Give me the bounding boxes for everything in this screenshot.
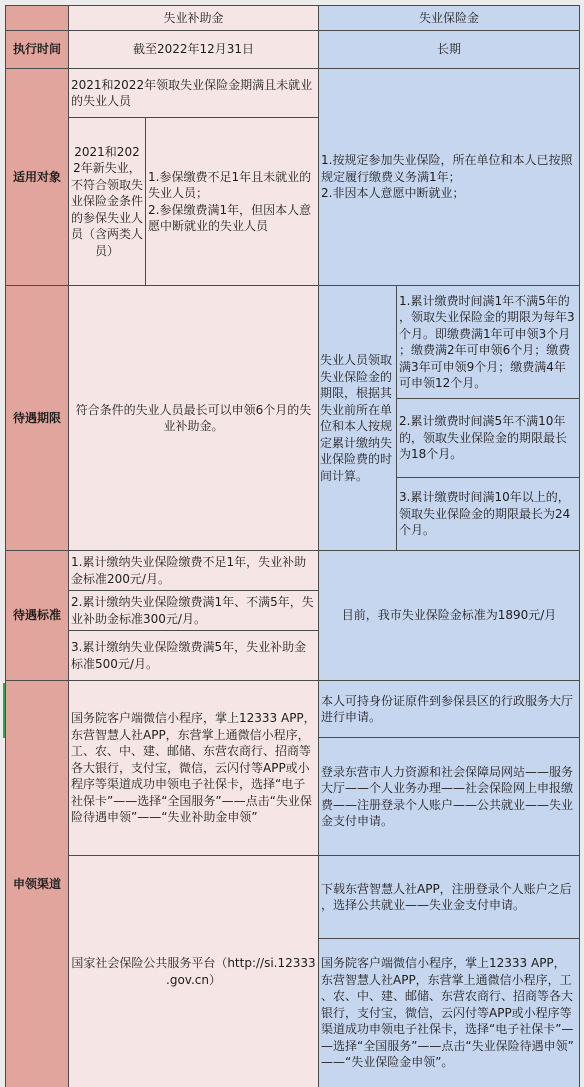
channels-insurance-website-cell — [318, 737, 580, 856]
row-label-eligibility-text: 适用对象 — [12, 169, 61, 184]
channels-insurance-offline-text: 本人可持身份证原件到参保县区的行政服务大厅进行申请。 — [321, 693, 574, 724]
duration-subsidy-text: 符合条件的失业人员最长可以申领6个月的失业补助金。 — [75, 402, 312, 433]
channels-subsidy-app-cell — [68, 680, 319, 856]
table-corner-cell — [5, 5, 69, 31]
duration-subsidy-cell — [68, 285, 319, 551]
eligibility-subsidy-categories-cell — [145, 117, 319, 286]
eligibility-subsidy-new-unemployed-text: 2021和2022年新失业，不符合领取失业保险金条件的参保失业人员（含两类人员） — [71, 144, 144, 258]
standard-insurance-cell — [318, 550, 580, 681]
standard-subsidy-tier-cell — [68, 590, 319, 631]
duration-insurance-tier-cell — [396, 285, 580, 399]
column-header-insurance — [318, 5, 580, 31]
list-item: 2.参保缴费满1年，但因本人意愿中断就业的失业人员 — [148, 202, 312, 233]
execution-time-insurance-text: 长期 — [436, 42, 461, 57]
row-label-execution-time-text: 执行时间 — [12, 42, 61, 57]
execution-time-insurance-cell — [318, 30, 580, 69]
duration-insurance-tier-2: 2.累计缴费时间满5年不满10年的，领取失业保险金的期限最长为18个月。 — [399, 414, 568, 462]
row-label-duration-text: 待遇期限 — [12, 410, 61, 425]
standard-subsidy-tier-cell — [68, 550, 319, 591]
duration-insurance-tier-3: 3.累计缴费时间满10年以上的，领取失业保险金的期限最长为24个月。 — [399, 490, 571, 538]
duration-insurance-basis-text: 失业人员领取失业保险金的期限，根据其失业前所在单位和本人按规定累计缴纳失业保险费的时间计算。 — [320, 353, 393, 483]
row-label-channels — [5, 680, 69, 1087]
channels-insurance-offline-cell — [318, 680, 580, 738]
eligibility-subsidy-expired-text: 2021和2022年领取失业保险金期满且未就业的失业人员 — [71, 77, 313, 108]
channels-subsidy-platform-cell — [68, 855, 319, 1087]
standard-subsidy-tier-1: 1.累计缴纳失业保险缴费不足1年，失业补助金标准200元/月。 — [71, 555, 307, 586]
list-item: 1.按规定参加失业保险，所在单位和本人已按照规定履行缴费义务满1年； — [321, 153, 573, 184]
channels-insurance-website-text: 登录东营市人力资源和社会保障局网站——服务大厅——个人业务办理——社会保险网上申报缴费——注册登录个人账户——公共就业——失业金支付申请。 — [321, 764, 574, 828]
list-item: 1.参保缴费不足1年且未就业的失业人员； — [148, 169, 312, 200]
channels-insurance-social-card-cell — [318, 938, 580, 1087]
eligibility-subsidy-new-unemployed-cell — [68, 117, 146, 286]
duration-insurance-tier-cell — [396, 477, 580, 551]
row-label-duration — [5, 285, 69, 551]
channels-insurance-app-text: 下载东营智慧人社APP，注册登录个人账户之后，选择公共就业——失业金支付申请。 — [321, 881, 572, 912]
channels-insurance-social-card-text: 国务院客户端微信小程序，掌上12333 APP，东营智慧人社APP，东营掌上通微信小程序，工、农、中、建、邮储、东营农商行、招商等各大银行，支付宝，微信，云闪付等APP或小程序等渠道成功申领电子社保卡，选择“电子社保卡”——选择“全国服务”——点击“失业保险待遇申领”——“失业保险金申领”。 — [321, 956, 574, 1070]
row-label-eligibility — [5, 68, 69, 286]
column-header-subsidy — [68, 5, 319, 31]
duration-insurance-tier-1: 1.累计缴费时间满1年不满5年的，领取失业保险金的期限为每年3个月。即缴费满1年可申领3个月；缴费满2年可申领6个月；缴费满3年可申领9个月；缴费满4年可申领12个月。 — [399, 293, 575, 390]
duration-insurance-basis-cell — [318, 285, 397, 551]
eligibility-subsidy-categories-list — [148, 169, 316, 235]
eligibility-insurance-cell — [318, 68, 580, 286]
row-label-standard-text: 待遇标准 — [12, 608, 61, 623]
channels-insurance-app-cell — [318, 855, 580, 939]
column-header-subsidy-label: 失业补助金 — [163, 10, 224, 25]
channels-subsidy-platform-text: 国家社会保险公共服务平台（http://si.12333.gov.cn） — [71, 956, 316, 987]
execution-time-subsidy-cell — [68, 30, 319, 69]
eligibility-insurance-list — [321, 152, 577, 202]
list-item: 2.非因本人意愿中断就业； — [321, 186, 465, 201]
row-label-execution-time — [5, 30, 69, 69]
channels-subsidy-app-text: 国务院客户端微信小程序，掌上12333 APP，东营智慧人社APP，东营掌上通微信小程序，工、农、中、建、邮储、东营农商行、招商等各大银行，支付宝，微信，云闪付等APP或小程序等渠道成功申领电子社保卡，选择“电子社保卡”——选择“全国服务”——点击“失业保险待遇申领”——“失业补助金申领” — [71, 711, 316, 825]
row-label-channels-text: 申领渠道 — [12, 876, 61, 891]
eligibility-subsidy-expired-cell — [68, 68, 319, 118]
standard-subsidy-tier-2: 2.累计缴纳失业保险缴费满1年、不满5年，失业补助金标准300元/月。 — [71, 595, 314, 626]
standard-subsidy-tier-3: 3.累计缴纳失业保险缴费满5年，失业补助金标准500元/月。 — [71, 640, 307, 671]
row-label-standard — [5, 550, 69, 681]
duration-insurance-tier-cell — [396, 398, 580, 478]
execution-time-subsidy-text: 截至2022年12月31日 — [132, 42, 255, 57]
standard-subsidy-tier-cell — [68, 630, 319, 681]
column-header-insurance-label: 失业保险金 — [418, 10, 479, 25]
standard-insurance-text: 目前，我市失业保险金标准为1890元/月 — [341, 608, 557, 623]
